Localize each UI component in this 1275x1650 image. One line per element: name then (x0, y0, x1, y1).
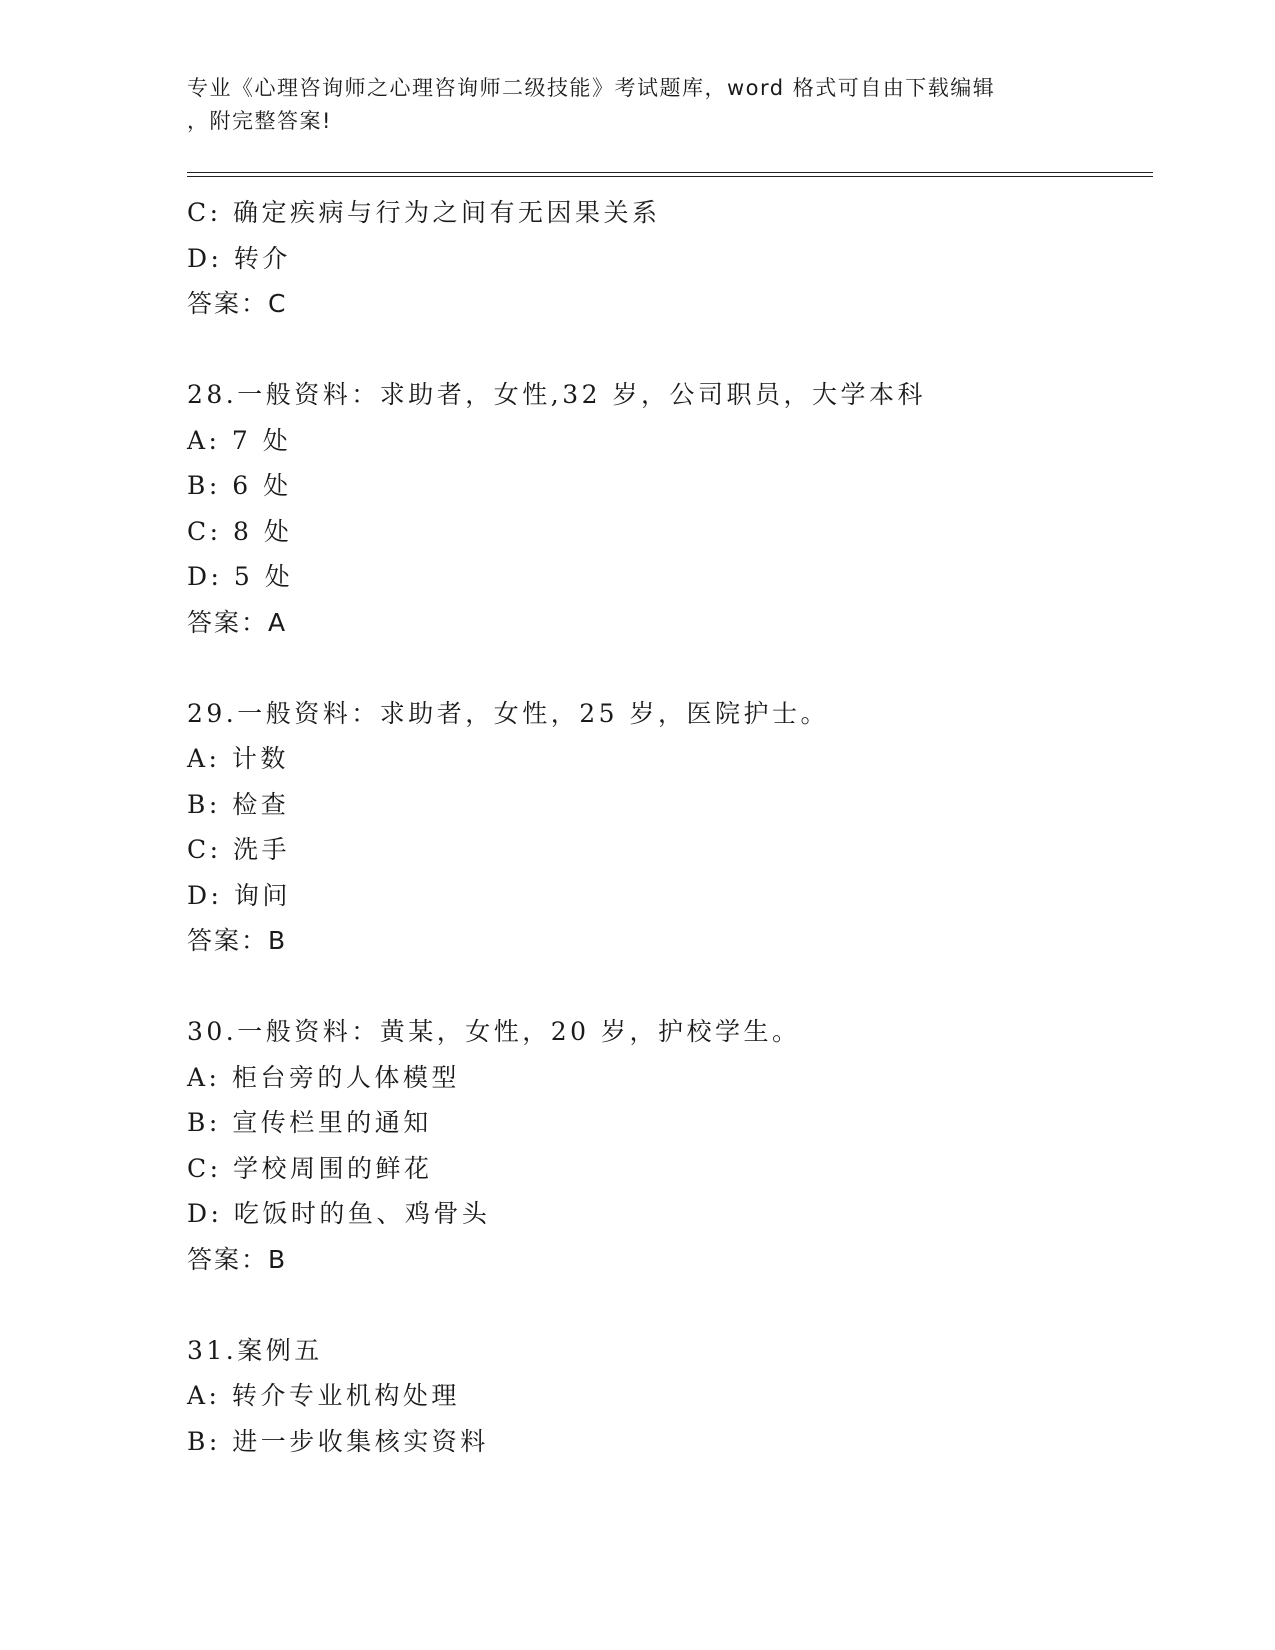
option-a: A: 转介专业机构处理 (187, 1381, 460, 1410)
document-header (187, 72, 1067, 138)
question-list (187, 190, 1147, 1464)
spacer (187, 1282, 1147, 1328)
option-d: D: 询问 (187, 880, 291, 910)
spacer (187, 964, 1147, 1010)
option-c: C: 洗手 (187, 835, 290, 864)
question-30 (187, 1009, 1147, 1282)
option-c: C: 学校周围的鲜花 (187, 1153, 433, 1183)
header-divider-bottom (187, 176, 1153, 177)
option-b: B: 进一步收集核实资料 (187, 1426, 489, 1456)
header-title-line-2: ，附完整答案! (187, 109, 332, 133)
header-title-line-1: 专业《心理咨询师之心理咨询师二级技能》考试题库，word 格式可自由下载编辑 (187, 76, 996, 100)
option-c: C: 确定疾病与行为之间有无因果关系 (187, 198, 661, 227)
answer: 答案：B (187, 926, 288, 955)
question-31 (187, 1328, 1147, 1465)
option-b: B: 6 处 (187, 471, 292, 500)
option-d: D: 5 处 (187, 562, 294, 591)
answer: 答案：A (187, 607, 288, 637)
spacer (187, 645, 1147, 691)
option-b: B: 宣传栏里的通知 (187, 1108, 432, 1137)
option-c: C: 8 处 (187, 516, 293, 546)
option-d: D: 转介 (187, 243, 291, 273)
question-28 (187, 372, 1147, 645)
question-stem: 28.一般资料：求助者，女性,32 岁，公司职员，大学本科 (187, 380, 926, 409)
option-a: A: 7 处 (187, 425, 292, 455)
spacer (187, 327, 1147, 373)
option-a: A: 柜台旁的人体模型 (187, 1062, 460, 1092)
header-divider-top (187, 172, 1153, 173)
option-b: B: 检查 (187, 789, 290, 819)
question-27-continuation (187, 190, 1147, 327)
question-29 (187, 691, 1147, 964)
answer: 答案：B (187, 1244, 288, 1274)
question-stem: 30.一般资料：黄某，女性，20 岁，护校学生。 (187, 1017, 801, 1046)
question-stem: 31.案例五 (187, 1335, 323, 1365)
option-d: D: 吃饭时的鱼、鸡骨头 (187, 1199, 491, 1228)
question-stem: 29.一般资料：求助者，女性，25 岁，医院护士。 (187, 698, 830, 728)
option-a: A: 计数 (187, 744, 289, 773)
answer: 答案：C (187, 289, 288, 318)
